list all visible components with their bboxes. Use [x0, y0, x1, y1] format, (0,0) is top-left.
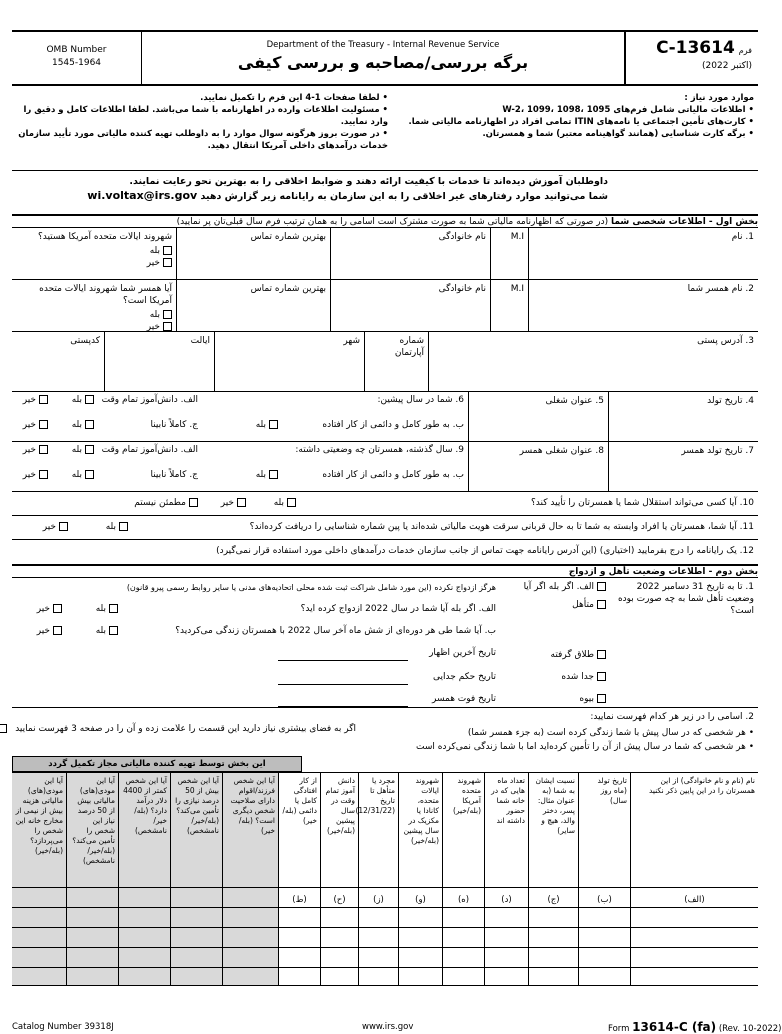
spouse-citizen-no-checkbox[interactable] — [163, 322, 172, 331]
citizen-yes-checkbox[interactable] — [163, 246, 172, 255]
q6c-no-checkbox[interactable] — [39, 420, 48, 429]
lived-spouse-no-checkbox[interactable] — [53, 626, 62, 635]
last-declaration-line[interactable] — [278, 660, 408, 661]
col-resident: شهروند ایالات متحده، کانادا یا مکزیک در سال پیشین (بله/خیر) (و) — [398, 773, 442, 985]
col-us-citizen: شهروند متحده آمریکا (بله/خیر) (ه) — [442, 773, 484, 985]
lived-spouse-yes-checkbox[interactable] — [109, 626, 118, 635]
row-q12[interactable]: 12. یک رایانامه را درج بفرمایید (اختیاری) (این آدرس رایانامه جهت تماس از جانب سازمان خدمات درآمدهای داخلی مورد استفاده قرار نمی‌گیرد) — [216, 546, 754, 556]
form-number-box — [628, 32, 758, 84]
title-box — [142, 32, 626, 84]
form-page — [12, 30, 782, 1034]
omb-box — [12, 32, 142, 84]
citizen-question: شهروند ایالات متحده آمریکا هستید؟ بله خیر — [37, 232, 172, 268]
last-name-field[interactable]: نام خانوادگی — [330, 228, 490, 279]
q6a-no-checkbox[interactable] — [39, 395, 48, 404]
first-name-field[interactable]: 1. نام — [528, 228, 758, 279]
dependents-table — [12, 772, 758, 986]
q6a-yes-checkbox[interactable] — [85, 395, 94, 404]
row-spouse-name — [12, 280, 758, 332]
report-email[interactable]: wi.voltax@irs.gov — [87, 189, 198, 202]
part1-header — [12, 214, 758, 228]
instruction-item: • مسئولیت اطلاعات وارده در اظهارنامه با شما می‌باشد. لطفا اطلاعات کامل و دقیق را وارد نمایید. — [14, 104, 388, 128]
form-prefix: فرم — [738, 46, 752, 55]
spouse-citizen-yes-checkbox[interactable] — [163, 310, 172, 319]
table-row-divider — [12, 887, 758, 888]
catalog-number: Catalog Number 39318J — [12, 1022, 114, 1032]
q11-yes-checkbox[interactable] — [119, 522, 128, 531]
irs-website[interactable]: www.irs.gov — [362, 1022, 414, 1032]
col-preparer-5: آیا این مودی(های) مالیاتی هزینه بیش از نیمی از مخارج خانه این شخص را می‌پردازد؟ (بله/خیر) — [12, 773, 66, 985]
q9c-no-checkbox[interactable] — [39, 470, 48, 479]
spouse-citizen-question: آیا همسر شما شهروند ایالات متحده آمریکا است؟ بله خیر — [39, 284, 172, 332]
col-dob: تاریخ تولد (ماه روز سال) (ب) — [578, 773, 630, 985]
table-row[interactable] — [12, 967, 758, 968]
spouse-first-name-field[interactable]: 2. نام همسر شما — [528, 280, 758, 331]
q9a-yes-checkbox[interactable] — [85, 445, 94, 454]
form-number: 13614-C — [656, 38, 735, 58]
form-header — [12, 30, 758, 86]
omb-number: 1545-1964 — [51, 58, 102, 68]
needed-items — [394, 92, 754, 140]
zip-field[interactable]: کدپستی — [70, 336, 100, 346]
phone-field[interactable]: بهترین شماره تماس — [176, 228, 330, 279]
divorce-date-line[interactable] — [278, 684, 408, 685]
spouse-dob-field[interactable]: 7. تاریخ تولد همسر — [608, 442, 758, 491]
married-checkbox[interactable] — [597, 600, 606, 609]
col-disabled: از کار افتادگی کامل یا دائمی (بله/خیر) (ط) — [278, 773, 320, 985]
state-field[interactable]: ایالت — [104, 332, 214, 391]
row-spouse-dob — [12, 442, 758, 492]
col-student: دانش آموز تمام وقت در سال پیشین (بله/خیر) (ح) — [320, 773, 358, 985]
part1-note: (در صورتی که اظهارنامه مالیاتی شما به صورت مشترک است اسامی را به همان ترتیب فرم سال قبلی‌تان پر نمایید) — [176, 217, 609, 227]
part2-title: بخش دوم - اطلاعات وضعیت تأهل و ازدواج — [568, 567, 758, 577]
page-footer — [12, 1020, 782, 1034]
q10-yes-checkbox[interactable] — [287, 498, 296, 507]
dob-field[interactable]: 4. تاریخ تولد — [608, 392, 758, 441]
department-name: Department of the Treasury - Internal Revenue Service — [266, 40, 500, 50]
needed-item: • کارت‌های تأمین اجتماعی یا نامه‌های ITIN تمامی افراد در اظهارنامه مالیاتی شما. — [394, 116, 754, 128]
part1-title: بخش اول - اطلاعات شخصی شما — [610, 217, 758, 227]
col-relationship: نسبت ایشان به شما (به عنوان مثال: پسر، دختر والد، هیچ و سایر) (ج) — [528, 773, 578, 985]
q11-no-checkbox[interactable] — [59, 522, 68, 531]
spouse-mi-field[interactable]: M.I — [490, 280, 528, 331]
preparer-band: این بخش توسط تهیه کننده مالیاتی مجاز تکمیل گردد — [12, 756, 302, 772]
col-preparer-1: آیا این شخص فرزند/اقوام دارای صلاحیت شخص دیگری است؟ (بله/خیر) — [222, 773, 278, 985]
spouse-job-field[interactable]: 8. عنوان شغلی همسر — [468, 442, 608, 491]
city-field[interactable]: شهر — [214, 332, 364, 391]
marital-question: 1. تا به تاریخ 31 دسامبر 2022 وضعیت تأهل شما به چه صورت بوده است؟ — [617, 582, 754, 616]
row-household: 2. اسامی را در زیر هر کدام فهرست نمایید: • هر شخصی که در سال پیش با شما زندگی کرده است (به جزء همسر شما) • هر شخصی که شما در سال پیش از آن را تأمین کرده‌اید اما با شما زندگی نمی‌کرده است اگر به فضای بیشتری نیاز دارید این قسمت را علامت زده و آن را در صفحه 3 فهرست نمایید — [12, 708, 758, 756]
address-field[interactable]: 3. آدرس پستی — [428, 332, 758, 391]
divorced-checkbox[interactable] — [597, 650, 606, 659]
row-q11: 11. آیا شما، همسرتان یا افراد وابسته به شما تا به حال قربانی سرقت هویت مالیاتی شده‌اند یا پین شماره شناسایی را دریافت کرده‌اند؟ بله خیر — [12, 516, 758, 540]
spouse-last-name-field[interactable]: نام خانوادگی — [330, 280, 490, 331]
table-row[interactable] — [12, 927, 758, 928]
married-2022-yes-checkbox[interactable] — [109, 604, 118, 613]
col-name: نام (نام و نام خانوادگی) از این همسرتان را در این پایین ذکر نکنید (الف) — [630, 773, 758, 985]
col-marital: مجرد یا متأهل تا تاریخ (12/31/22) (ز) — [358, 773, 398, 985]
ethics-note — [12, 170, 758, 210]
q9a-no-checkbox[interactable] — [39, 445, 48, 454]
apartment-field[interactable]: شماره آپارتمان — [364, 332, 428, 391]
row-address — [12, 332, 758, 392]
death-date-line[interactable] — [278, 706, 408, 707]
never-married-checkbox[interactable] — [597, 582, 606, 591]
intro-section — [12, 90, 758, 168]
row-q10: 10. آیا کسی می‌تواند استقلال شما یا همسرتان را تأیید کند؟ بله خیر مطمئن نیستم — [12, 492, 758, 516]
needed-title: موارد مورد نیاز : — [684, 93, 754, 103]
instruction-item: • در صورت بروز هرگونه سوال موارد را به داوطلب تهیه کننده مالیاتی مورد تأیید سازمان خدمات درآمدهای داخلی آمریکا انتقال دهید. — [14, 128, 388, 152]
q6b-yes-checkbox[interactable] — [269, 420, 278, 429]
q9-block: 9. سال گذشته، همسرتان چه وضعیتی داشته: ب. به طور کامل و دائمی از کار افتاده بله الف. دانش‌آموز تمام وقت ج. کاملاً نابینا بله بله خیر خیر — [22, 445, 464, 480]
q10-unsure-checkbox[interactable] — [189, 498, 198, 507]
ethics-line2: شما می‌توانید موارد رفتارهای غیر اخلاقی را به این سازمان به رایانامه زیر گزارش دهید — [200, 191, 608, 202]
q6c-yes-checkbox[interactable] — [85, 420, 94, 429]
spouse-phone-field[interactable]: بهترین شماره تماس — [176, 280, 330, 331]
omb-label: OMB Number — [46, 45, 107, 55]
col-preparer-3: آیا این شخص کمتر از 4400 دلار درآمد دارد؟ (بله/خیر/ نامشخص) — [118, 773, 170, 985]
col-months: تعداد ماه هایی که در خانه شما حضور داشته اند (د) — [484, 773, 528, 985]
needed-item: • برگه کارت شناسایی (همانند گواهینامه معتبر) شما و همسرتان. — [394, 128, 754, 140]
q9c-yes-checkbox[interactable] — [85, 470, 94, 479]
footer-form-id: Form 13614-C (fa) (Rev. 10-2022) — [608, 1020, 782, 1034]
part2-header — [12, 564, 758, 578]
instruction-item: • لطفا صفحات 1-4 این فرم را تکمیل نمایید. — [14, 92, 388, 104]
ethics-line1: داوطلبان آموزش دیده‌اند تا خدمات با کیفیت ارائه دهند و ضوابط اخلاقی را به بهترین نحو رعایت نمایند. — [129, 176, 608, 187]
q10-no-checkbox[interactable] — [237, 498, 246, 507]
more-space-checkbox[interactable] — [0, 724, 7, 733]
col-preparer-2: آیا این شخص بیش از 50 درصد نیازی را تأمین می‌کند؟ (بله/خیر/ نامشخص) — [170, 773, 222, 985]
married-2022-no-checkbox[interactable] — [53, 604, 62, 613]
middle-initial-field[interactable]: M.I — [490, 228, 528, 279]
table-row[interactable] — [12, 947, 758, 948]
row-name — [12, 228, 758, 280]
form-title: برگه بررسی/مصاحبه و بررسی کیفی — [237, 53, 529, 72]
instruction-items — [14, 92, 388, 152]
row-marital-status: 1. تا به تاریخ 31 دسامبر 2022 وضعیت تأهل شما به چه صورت بوده است؟ الف. اگر بله اگر آیا متأهل طلاق گرفته جدا شده بیوه هرگز ازدواج نکرده (این مورد شامل شراکت ثبت شده محلی اتحادیه‌های مدنی یا سایر روابط رسمی پیرو قانون) الف. اگر بله آیا شما در سال 2022 ازدواج کرده اید؟ ب. آیا شما طی هر دوره‌ای از شش ماه آخر سال 2022 با همسرتان زندگی می‌کردید؟ بله خیر بله خیر تاریخ آخرین اظهار تاریخ حکم جدایی تاریخ فوت همسر — [12, 578, 758, 708]
job-title-field[interactable]: 5. عنوان شغلی — [468, 392, 608, 441]
row-dob — [12, 392, 758, 442]
col-preparer-4: آیا این مودی(های) مالیاتی بیش از 50 درصد نیاز این شخص را تأمین می‌کند؟ (بله/خیر/ نامشخص) — [66, 773, 118, 985]
form-revision: (اکتبر 2022) — [702, 61, 752, 71]
table-row[interactable] — [12, 907, 758, 908]
needed-item: • اطلاعات مالیاتی شامل فرم‌های W-2، 1099، 1098، 1095 — [394, 104, 754, 116]
separated-checkbox[interactable] — [597, 672, 606, 681]
widowed-checkbox[interactable] — [597, 694, 606, 703]
q9b-yes-checkbox[interactable] — [269, 470, 278, 479]
citizen-no-checkbox[interactable] — [163, 258, 172, 267]
q6-block: 6. شما در سال پیشین: ب. به طور کامل و دائمی از کار افتاده بله الف. دانش‌آموز تمام وقت ج. کاملاً نابینا بله بله خیر خیر — [22, 395, 464, 430]
